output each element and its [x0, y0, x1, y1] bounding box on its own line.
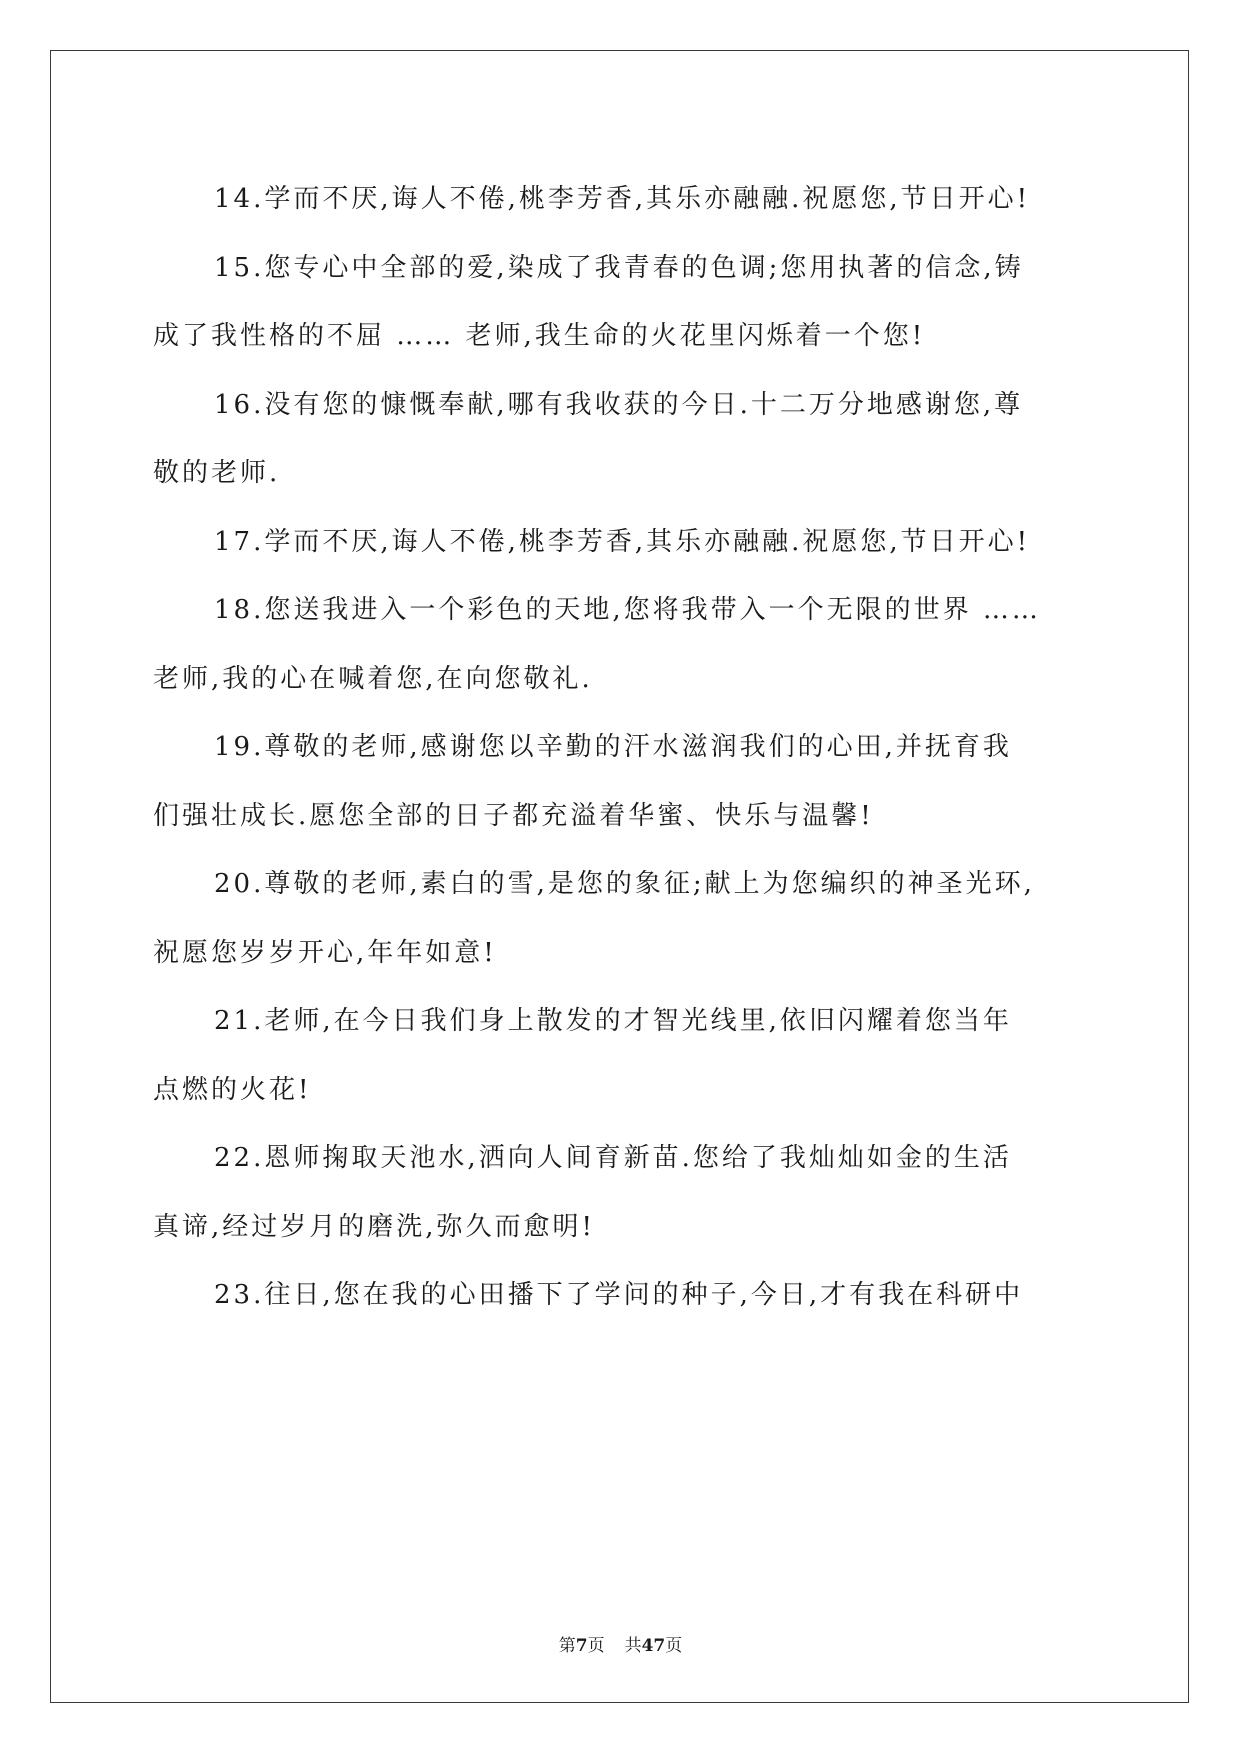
paragraph-line: 21.老师,在今日我们身上散发的才智光线里,依旧闪耀着您当年	[214, 1006, 1012, 1036]
paragraph-17	[153, 508, 1090, 577]
paragraph-15	[153, 234, 1090, 371]
paragraph-line: 22.恩师掬取天池水,洒向人间育新苗.您给了我灿灿如金的生活	[214, 1143, 1012, 1173]
paragraph-20	[153, 850, 1090, 987]
paragraph-line: 老师,我的心在喊着您,在向您敬礼.	[153, 663, 593, 694]
paragraph-line: 祝愿您岁岁开心,年年如意!	[153, 937, 497, 968]
paragraph-line: 19.尊敬的老师,感谢您以辛勤的汗水滋润我们的心田,并抚育我	[214, 732, 1012, 762]
total-prefix: 共	[624, 1636, 642, 1656]
paragraph-14	[153, 165, 1090, 234]
paragraph-21	[153, 987, 1090, 1124]
page-number: 7	[575, 1636, 588, 1656]
paragraph-18	[153, 576, 1090, 713]
paragraph-line: 敬的老师.	[153, 458, 281, 488]
total-pages: 47	[641, 1636, 666, 1656]
paragraph-22	[153, 1124, 1090, 1261]
page-suffix: 页	[587, 1636, 605, 1656]
paragraph-line: 真谛,经过岁月的磨洗,弥久而愈明!	[153, 1211, 595, 1242]
paragraph-line: 们强壮成长.愿您全部的日子都充溢着华蜜、快乐与温馨!	[153, 800, 874, 831]
paragraph-line: 23.往日,您在我的心田播下了学问的种子,今日,才有我在科研中	[214, 1280, 1024, 1310]
paragraph-line: 16.没有您的慷慨奉献,哪有我收获的今日.十二万分地感谢您,尊	[214, 389, 1024, 420]
paragraph-line: 18.您送我进入一个彩色的天地,您将我带入一个无限的世界 ……	[214, 595, 1041, 625]
paragraph-16	[153, 371, 1090, 508]
page-footer	[0, 1631, 1241, 1656]
paragraph-line: 15.您专心中全部的爱,染成了我青春的色调;您用执著的信念,铸	[214, 252, 1024, 283]
paragraph-line: 点燃的火花!	[153, 1074, 312, 1105]
page-prefix: 第	[558, 1636, 576, 1656]
paragraph-line: 成了我性格的不屈 …… 老师,我生命的火花里闪烁着一个您!	[153, 321, 926, 351]
paragraph-line: 14.学而不厌,诲人不倦,桃李芳香,其乐亦融融.祝愿您,节日开心!	[214, 184, 1031, 214]
paragraph-19	[153, 713, 1090, 850]
paragraph-23	[153, 1261, 1090, 1330]
document-body	[153, 165, 1090, 1330]
total-suffix: 页	[665, 1636, 683, 1656]
paragraph-line: 20.尊敬的老师,素白的雪,是您的象征;献上为您编织的神圣光环,	[214, 869, 1035, 899]
paragraph-line: 17.学而不厌,诲人不倦,桃李芳香,其乐亦融融.祝愿您,节日开心!	[214, 526, 1031, 557]
